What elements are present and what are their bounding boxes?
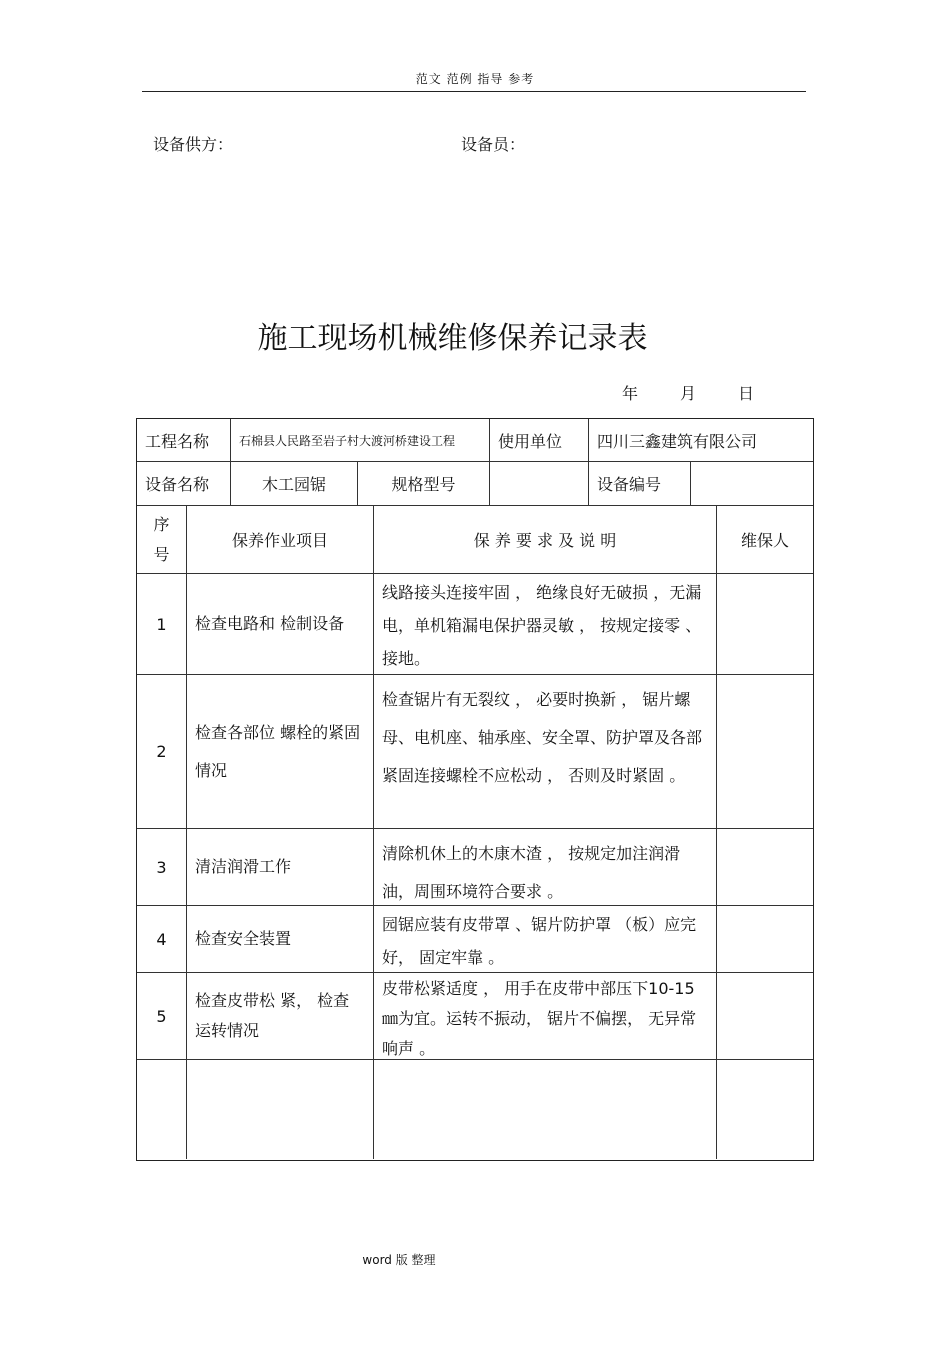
row-2-maintainer [717,675,813,829]
keeper-signature-label: 设备员： [461,135,526,154]
header-requirements: 保 养 要 求 及 说 明 [374,506,717,574]
row-3-maintainer [717,829,813,906]
project-name-label: 工程名称 [137,419,231,462]
header-item: 保养作业项目 [187,506,374,574]
row-3-item: 清洁润滑工作 [187,829,374,906]
maintenance-record-table [136,418,814,1161]
row-5-seq: 5 [137,973,187,1060]
row-3-seq: 3 [137,829,187,906]
using-unit-label: 使用单位 [490,419,589,462]
row-2-requirements: 检查锯片有无裂纹 ， 必要时换新 ， 锯片螺母、电机座、轴承座、安全罩、防护罩及各部紧固连接螺栓不应松动 ， 否则及时紧固 。 [374,675,717,829]
row-4-seq: 4 [137,906,187,973]
page-footer: word 版 整理 [362,1253,436,1267]
document-title: 施工现场机械维修保养记录表 [257,321,648,356]
row-5-item: 检查皮带松 紧， 检查运转情况 [187,973,374,1060]
header-divider [142,91,806,92]
row-6-maintainer [717,1060,813,1159]
row-2-seq: 2 [137,675,187,829]
model-spec-value [490,462,589,506]
row-1-requirements: 线路接头连接牢固 ， 绝缘良好无破损 ，无漏电，单机箱漏电保护器灵敏 ， 按规定接零 、接地。 [374,574,717,675]
row-4-maintainer [717,906,813,973]
row-5-requirements: 皮带松紧适度 ， 用手在皮带中部压下10-15 ㎜为宜。运转不振动， 锯片不偏摆， 无异常响声 。 [374,973,717,1060]
row-6-seq [137,1060,187,1159]
row-6-requirements [374,1060,717,1159]
row-1-item: 检查电路和 检制设备 [187,574,374,675]
row-3-requirements: 清除机休上的木康木渣 ， 按规定加注润滑油，周围环境符合要求 。 [374,829,717,906]
row-2-item: 检查各部位 螺栓的紧固情况 [187,675,374,829]
equipment-code-label: 设备编号 [589,462,691,506]
equipment-name-label: 设备名称 [137,462,231,506]
header-maintainer: 维保人 [717,506,813,574]
row-1-seq: 1 [137,574,187,675]
date-day: 日 [738,384,755,403]
date-year: 年 [622,384,639,403]
model-spec-label: 规格型号 [358,462,490,506]
row-5-maintainer [717,973,813,1060]
row-1-maintainer [717,574,813,675]
row-6-item [187,1060,374,1159]
row-4-requirements: 园锯应装有皮带罩 、锯片防护罩 （板）应完好， 固定牢靠 。 [374,906,717,973]
project-name-value: 石棉县人民路至岩子村大渡河桥建设工程 [231,419,490,462]
equipment-code-value [691,462,813,506]
supplier-signature-label: 设备供方： [153,135,234,154]
row-4-item: 检查安全装置 [187,906,374,973]
date-line [622,381,754,404]
using-unit-value: 四川三鑫建筑有限公司 [589,419,813,462]
header-seq: 序号 [137,506,187,574]
date-month: 月 [680,384,697,403]
page-header: 范文 范例 指导 参考 [415,72,535,86]
equipment-name-value: 木工园锯 [231,462,358,506]
